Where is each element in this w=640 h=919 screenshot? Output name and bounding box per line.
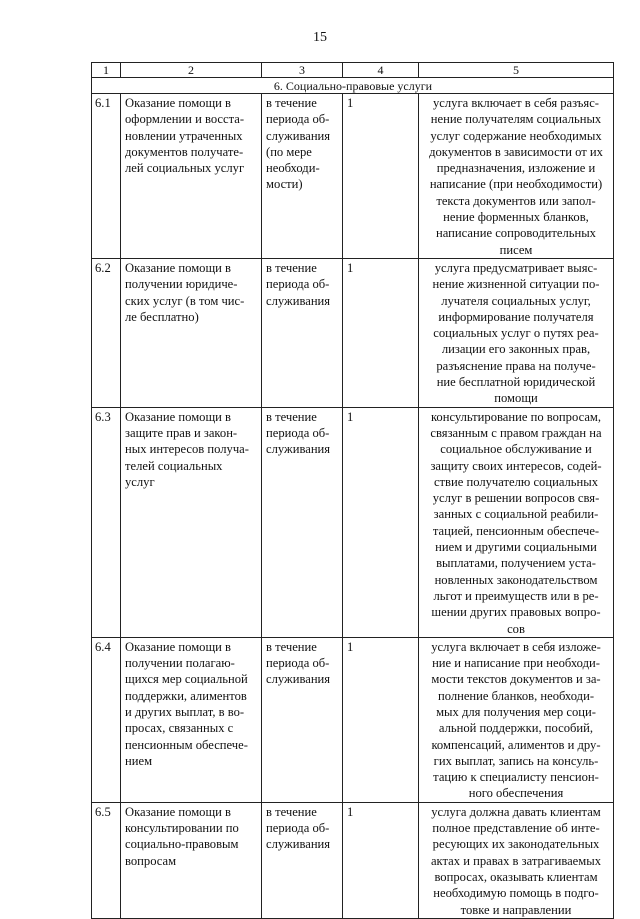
row-number: 6.1 bbox=[92, 94, 121, 259]
service-description-line: альной поддержки, пособий, bbox=[438, 721, 594, 736]
service-period-line: периода об- bbox=[266, 425, 330, 440]
service-description-line: занных с социальной реабили- bbox=[433, 507, 599, 522]
service-description-line: ние и написание при необходи- bbox=[432, 656, 600, 671]
service-description-line: полнение бланков, необходи- bbox=[437, 688, 595, 703]
service-description-line: компенсаций, алиментов и дру- bbox=[431, 737, 601, 752]
row-number: 6.5 bbox=[92, 802, 121, 918]
header-cell: 5 bbox=[419, 63, 614, 78]
service-name-line: услуг bbox=[125, 474, 155, 489]
header-cell: 1 bbox=[92, 63, 121, 78]
service-description-line: услуг содержание необходимых bbox=[430, 128, 602, 143]
service-description-line: гих выплат, запись на консуль- bbox=[433, 753, 599, 768]
service-volume: 1 bbox=[343, 258, 419, 407]
service-description-line: нение жизненной ситуации по- bbox=[432, 277, 600, 292]
section-row bbox=[92, 78, 614, 94]
service-period-line: необходи- bbox=[266, 161, 320, 176]
service-name-line: ле бесплатно) bbox=[125, 309, 199, 324]
service-description-line: социальное обслуживание и bbox=[440, 442, 592, 457]
service-description-line: льгот и преимуществ или в ре- bbox=[433, 588, 599, 603]
service-description-line: актах и правах в затрагиваемых bbox=[430, 853, 602, 868]
service-period-line: мости) bbox=[266, 177, 303, 192]
table-row bbox=[92, 802, 614, 918]
row-number: 6.3 bbox=[92, 407, 121, 637]
service-period bbox=[262, 94, 343, 259]
header-cell: 4 bbox=[343, 63, 419, 78]
service-description-line: услуг в решении вопросов свя- bbox=[432, 491, 600, 506]
service-description-line: товке и направлении bbox=[460, 902, 572, 917]
service-description-line: услуга включает в себя разъяс- bbox=[432, 96, 599, 110]
service-description-line: документов в зависимости от их bbox=[429, 144, 603, 159]
service-description bbox=[419, 407, 614, 637]
service-period-line: в течение bbox=[266, 639, 317, 654]
service-name-line: новлении утраченных bbox=[125, 128, 243, 143]
service-name bbox=[121, 407, 262, 637]
service-description-line: необходимую помощь в подго- bbox=[433, 886, 599, 901]
service-description-line: лизации его законных прав, bbox=[441, 342, 591, 357]
service-volume: 1 bbox=[343, 802, 419, 918]
service-name-line: социально-правовым bbox=[125, 837, 239, 852]
service-name bbox=[121, 802, 262, 918]
service-description bbox=[419, 637, 614, 802]
service-description-line: ние бесплатной юридической bbox=[436, 375, 596, 390]
service-description-line: связанным с правом граждан на bbox=[430, 425, 602, 440]
service-name-line: Оказание помощи в bbox=[125, 804, 231, 819]
service-period-line: в течение bbox=[266, 96, 317, 110]
service-period bbox=[262, 637, 343, 802]
service-description-line: сов bbox=[507, 621, 525, 636]
header-cell: 3 bbox=[262, 63, 343, 78]
service-description-line: нием и другими социальными bbox=[435, 540, 597, 555]
service-name-line: Оказание помощи в bbox=[125, 409, 231, 424]
service-description bbox=[419, 94, 614, 259]
service-volume: 1 bbox=[343, 407, 419, 637]
service-period-line: служивания bbox=[266, 128, 331, 143]
services-table bbox=[91, 62, 614, 919]
service-description-line: разъяснение права на получе- bbox=[436, 358, 596, 373]
service-description-line: мости текстов документов и за- bbox=[431, 672, 601, 687]
service-name-line: ских услуг (в том чис- bbox=[125, 293, 245, 308]
service-name-line: поддержки, алиментов bbox=[125, 688, 247, 703]
service-description-line: предназначения, изложение и bbox=[436, 161, 596, 176]
table-row bbox=[92, 258, 614, 407]
service-description bbox=[419, 802, 614, 918]
service-name-line: защите прав и закон- bbox=[125, 425, 238, 440]
service-period-line: периода об- bbox=[266, 277, 330, 292]
service-description-line: нение получателям социальных bbox=[430, 112, 602, 127]
service-description-line: лучателя социальных услуг, bbox=[441, 293, 591, 308]
service-period-line: служивания bbox=[266, 837, 331, 852]
service-name-line: вопросам bbox=[125, 853, 177, 868]
service-description-line: мых для получения мер соци- bbox=[436, 704, 596, 719]
service-period-line: в течение bbox=[266, 409, 317, 424]
service-name-line: просах, связанных с bbox=[125, 721, 234, 736]
service-description-line: консультирование по вопросам, bbox=[430, 409, 602, 424]
service-name-line: Оказание помощи в bbox=[125, 639, 231, 654]
service-period-line: периода об- bbox=[266, 656, 330, 671]
service-description-line: нение форменных бланков, bbox=[443, 210, 589, 225]
header-row bbox=[92, 63, 614, 78]
service-description-line: написание сопроводительных bbox=[436, 226, 596, 241]
service-description-line: полное представление об инте- bbox=[432, 821, 600, 836]
service-volume: 1 bbox=[343, 637, 419, 802]
row-number: 6.2 bbox=[92, 258, 121, 407]
service-description-line: ресующих их законодательных bbox=[432, 837, 600, 852]
service-description-line: текста документов или запол- bbox=[436, 193, 596, 208]
table-row bbox=[92, 637, 614, 802]
service-volume: 1 bbox=[343, 94, 419, 259]
service-name-line: документов получате- bbox=[125, 144, 244, 159]
service-name-line: телей социальных bbox=[125, 458, 223, 473]
service-name-line: лей социальных услуг bbox=[125, 161, 245, 176]
service-period-line: в течение bbox=[266, 260, 317, 275]
service-name-line: получении юридиче- bbox=[125, 277, 238, 292]
service-period-line: в течение bbox=[266, 804, 317, 819]
service-period-line: служивания bbox=[266, 442, 331, 457]
table-row bbox=[92, 94, 614, 259]
service-name-line: ных интересов получа- bbox=[125, 442, 249, 457]
service-description-line: услуга предусматривает выяс- bbox=[434, 260, 598, 275]
service-description-line: новленных законодательством bbox=[434, 572, 598, 587]
service-period-line: (по мере bbox=[266, 144, 312, 159]
service-name bbox=[121, 637, 262, 802]
table-row bbox=[92, 407, 614, 637]
service-name-line: консультировании по bbox=[125, 821, 239, 836]
service-description-line: социальных услуг о путях реа- bbox=[433, 326, 599, 341]
service-name-line: Оказание помощи в bbox=[125, 96, 231, 110]
service-description-line: вопросах, оказывать клиентам bbox=[434, 869, 598, 884]
service-period bbox=[262, 802, 343, 918]
service-description-line: помощи bbox=[494, 391, 538, 406]
service-description-line: защиту своих интересов, содей- bbox=[430, 458, 602, 473]
service-name bbox=[121, 94, 262, 259]
service-name-line: щихся мер социальной bbox=[125, 672, 248, 687]
row-number: 6.4 bbox=[92, 637, 121, 802]
service-description-line: ствие получателю социальных bbox=[433, 474, 599, 489]
service-description-line: ного обеспечения bbox=[468, 786, 564, 801]
service-name-line: пенсионным обеспече- bbox=[125, 737, 248, 752]
service-name-line: Оказание помощи в bbox=[125, 260, 231, 275]
service-description-line: услуга включает в себя изложе- bbox=[431, 639, 601, 654]
service-description-line: услуга должна давать клиентам bbox=[431, 804, 601, 819]
section-title: 6. Социально-правовые услуги bbox=[92, 78, 614, 94]
service-description-line: информирование получателя bbox=[438, 309, 594, 324]
service-name-line: и других выплат, в во- bbox=[125, 704, 245, 719]
service-description-line: шении других правовых вопро- bbox=[431, 605, 601, 620]
service-description-line: написание (при необходимости) bbox=[429, 177, 603, 192]
service-description-line: тацию к специалисту пенсион- bbox=[433, 770, 599, 785]
service-period bbox=[262, 407, 343, 637]
service-description-line: писем bbox=[499, 242, 533, 257]
header-cell: 2 bbox=[121, 63, 262, 78]
service-period-line: служивания bbox=[266, 672, 331, 687]
service-name-line: оформлении и восста- bbox=[125, 112, 245, 127]
service-name-line: получении полагаю- bbox=[125, 656, 235, 671]
page-number: 15 bbox=[313, 30, 327, 45]
service-name bbox=[121, 258, 262, 407]
service-period-line: периода об- bbox=[266, 821, 330, 836]
service-name-line: нием bbox=[125, 753, 153, 768]
service-description-line: тацией, пенсионным обеспече- bbox=[432, 523, 600, 538]
service-period-line: служивания bbox=[266, 293, 331, 308]
service-description-line: выплатами, получением уста- bbox=[436, 556, 596, 571]
service-period bbox=[262, 258, 343, 407]
service-description bbox=[419, 258, 614, 407]
service-period-line: периода об- bbox=[266, 112, 330, 127]
